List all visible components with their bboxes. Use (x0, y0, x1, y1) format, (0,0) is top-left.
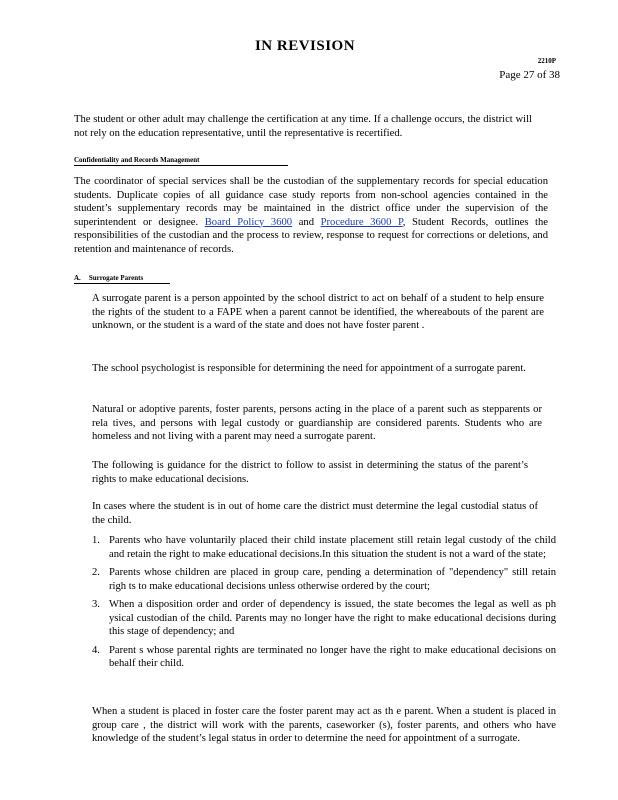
custodial-status-paragraph: In cases where the student is in out of home care the district must determine the legal custodial status of the child. (92, 501, 538, 526)
confidentiality-text-start: The coordinator of special services shall be the custodian of the supplementary records for special education students. Duplicate copies of all guidance case study reports from non-school agencies contained in the student’s supplementary records may be maintained in the district office under the supervision of the superintendent or designee. (74, 176, 548, 228)
list-text: When a disposition order and order of dependency is issued, the state becomes the legal as well as ph ysical custodian of the child. Parents may no longer have the right to make educational decisions during this stage of dependency; and (109, 599, 556, 637)
list-text: Parents who have voluntarily placed their child instate placement still retain legal custody of the child and retain the right to make educational decisions.In this situation the student is not a ward of the state; (109, 535, 556, 560)
surrogate-definition-paragraph: A surrogate parent is a person appointed by the school district to act on behalf of a student to help ensure the rights of the student to a FAPE when a parent cannot be identified, the whereabouts of the parent are unknown, or the student is a ward of the state and does not have foster parent . (92, 293, 544, 331)
guidance-paragraph: The following is guidance for the district to follow to assist in determining the status of the parent’s rights to make educational decisions. (92, 460, 528, 485)
parents-definition-paragraph: Natural or adoptive parents, foster parents, persons acting in the place of a parent such as stepparents or rela tives, and persons with legal custody or guardianship are considered parents. Students who are homeless and not living with a parent may need a surrogate parent. (92, 404, 542, 442)
surrogate-heading-text: Surrogate Parents (88, 274, 144, 282)
page-number: Page 27 of 38 (499, 69, 560, 81)
list-text: Parent s whose parental rights are terminated no longer have the right to make educational decisions on behalf their child. (109, 644, 556, 669)
custody-list (92, 534, 556, 676)
list-number: 1. (92, 535, 100, 546)
procedure-link[interactable]: Procedure 3600 P (320, 216, 403, 228)
foster-care-paragraph: When a student is placed in foster care the foster parent may act as th e parent. When a student is placed in group care , the district will work with the parents, caseworker (s), foster parents, and others who have knowledge of the student’s legal status in order to determine the need for appointment of a surrogate. (92, 706, 556, 744)
list-item (92, 644, 556, 671)
list-number: 2. (92, 567, 100, 578)
section-letter: A. (74, 274, 81, 282)
list-number: 4. (92, 644, 100, 656)
confidentiality-text-end: , Student Records, outlines the responsibilities of the custodian and the process to review, response to request for corrections or deletions, and retention and maintenance of records. (74, 216, 549, 255)
intro-paragraph: The student or other adult may challenge the certification at any time. If a challenge occurs, the district will not rely on the education representative, until the representative is recertified. (74, 114, 532, 139)
list-item (92, 598, 556, 639)
procedure-code: 2210P (537, 57, 556, 65)
surrogate-heading (74, 274, 170, 284)
revision-title: IN REVISION (254, 38, 356, 54)
confidentiality-text-and: and (292, 216, 321, 228)
board-policy-link[interactable]: Board Policy 3600 (204, 216, 293, 228)
confidentiality-heading: Confidentiality and Records Management (74, 156, 288, 166)
list-item (92, 566, 556, 593)
list-number: 3. (92, 599, 100, 610)
confidentiality-paragraph (74, 175, 548, 256)
list-item (92, 534, 556, 561)
psychologist-paragraph: The school psychologist is responsible for determining the need for appointment of a surrogate parent. (92, 363, 526, 374)
list-text: Parents whose children are placed in group care, pending a determination of "dependency" still retain righ ts to make educational decisions unless otherwise ordered by the court; (109, 567, 556, 592)
